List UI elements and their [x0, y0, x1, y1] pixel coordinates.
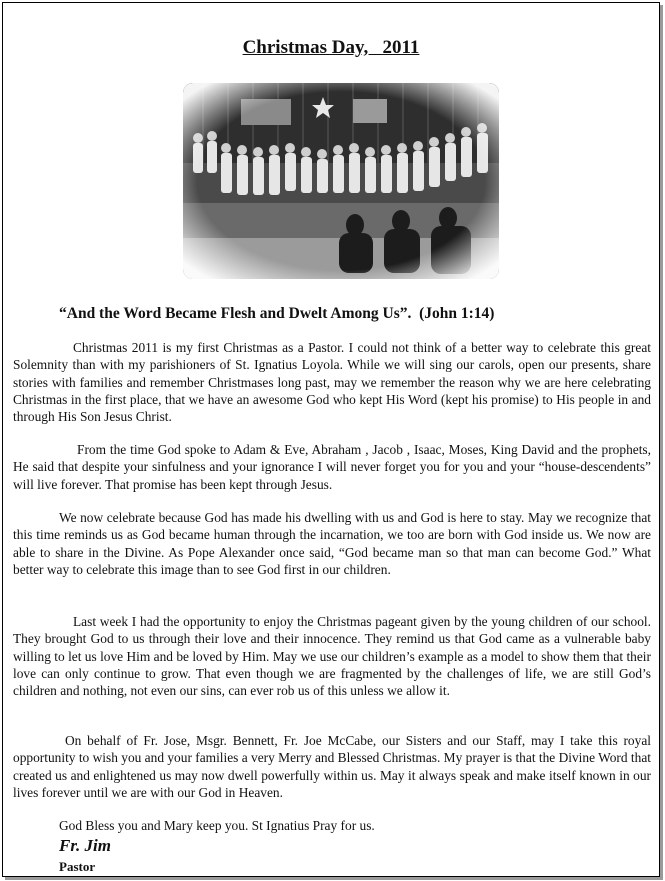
paragraph-4 — [13, 613, 651, 699]
paragraph-text: On behalf of Fr. Jose, Msgr. Bennett, Fr. Joe McCabe, our Sisters and our Staff, may I take this royal opportunity to wish you and your families a very Merry and Blessed Christmas. My prayer is that the Divine Word that created us and enlightened us may now dwell powerfully within us. May it always speak and make itself known in our lives forever until we are with our God in Heaven. — [13, 733, 651, 800]
paragraph-text: From the time God spoke to Adam & Eve, Abraham , Jacob , Isaac, Moses, King David and the prophets, He said that despite your sinfulness and your ignorance I will never forget you for you and your “house-descendents” will live forever. That promise has been kept through Jesus. — [13, 442, 651, 492]
letter-page — [2, 2, 660, 877]
paragraph-1 — [13, 339, 651, 425]
paragraph-text: We now celebrate because God has made his dwelling with us and God is here to stay. May we recognize that this time reminds us as God became human through the incarnation, we too are born with God inside us. We now are able to share in the Divine. As Pope Alexander once said, “God became man so that man can become God.” What better way to celebrate this image than to see God first in our children. — [13, 510, 651, 577]
paragraph-text: Christmas 2011 is my first Christmas as a Pastor. I could not think of a better way to celebrate this great Solemnity than with my parishioners of St. Ignatius Loyola. While we will sing our carols, open our presents, share stories with families and remember Christmases long past, may we remember the reason why we are here celebrating Christmas in the first place, that we have an awesome God who kept His Word (kept his promise) to His people in and through His Son Jesus Christ. — [13, 340, 651, 425]
paragraph-2 — [13, 441, 651, 493]
closing-line: God Bless you and Mary keep you. St Ignatius Pray for us. — [59, 818, 375, 833]
scripture-quote: “And the Word Became Flesh and Dwelt Among Us”. (John 1:14) — [59, 305, 495, 322]
page-title: Christmas Day, 2011 — [242, 37, 420, 58]
signer-role: Pastor — [59, 859, 96, 874]
paragraph-5 — [13, 732, 651, 801]
paragraph-3 — [13, 509, 651, 578]
signature: Fr. Jim — [59, 836, 111, 855]
pageant-photo — [183, 83, 499, 279]
paragraph-text: Last week I had the opportunity to enjoy the Christmas pageant given by the young children of our school. They brought God to us through their love and their innocence. They remind us that God came as a vulnerable baby willing to let us love Him and be loved by Him. May we use our children’s example as a model to show them that their love can only continue to grow. That even though we are fragmented by the challenges of life, we are still God’s children and nothing, not even our sins, can ever rob us of this unless we allow it. — [13, 614, 651, 699]
